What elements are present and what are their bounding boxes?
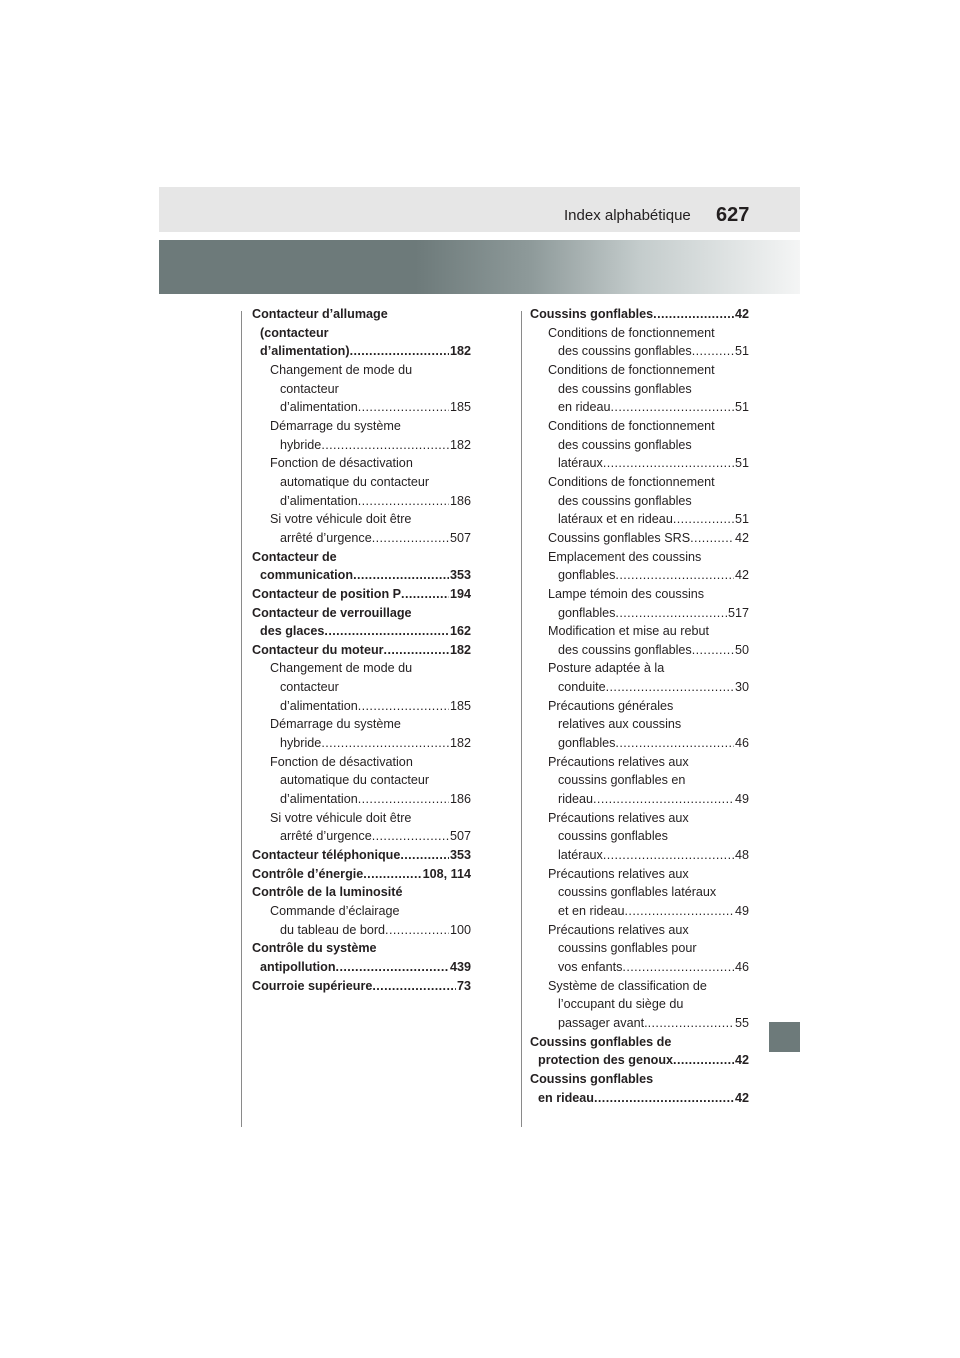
page-reference[interactable]: 73 — [456, 978, 471, 993]
entry-text: Contrôle du système — [252, 941, 377, 956]
entry-line — [252, 454, 471, 473]
entry-line — [252, 771, 471, 790]
entry-text: Conditions de fonctionnement — [548, 325, 715, 340]
entry-text: gonflables — [558, 736, 616, 751]
index-subentry — [530, 548, 749, 585]
entry-text: passager avant. — [558, 1015, 648, 1030]
entry-line — [252, 398, 471, 417]
index-entry — [252, 883, 471, 902]
entry-line — [530, 641, 749, 660]
entry-text: Si votre véhicule doit être — [270, 512, 412, 527]
entry-line — [530, 1089, 749, 1108]
entry-line — [252, 436, 471, 455]
entry-text: Coussins gonflables — [530, 1071, 654, 1086]
index-entry — [252, 939, 471, 976]
page-reference[interactable]: 185 — [449, 400, 471, 415]
index-subentry — [252, 510, 471, 547]
entry-line — [252, 510, 471, 529]
entry-text: relatives aux coussins — [558, 717, 682, 732]
dot-leader — [324, 622, 449, 641]
index-subentry — [530, 977, 749, 1033]
entry-text: Système de classification de — [548, 978, 707, 993]
entry-text: communication — [260, 568, 354, 583]
entry-text: coussins gonflables en — [558, 773, 686, 788]
entry-line — [252, 529, 471, 548]
entry-text: automatique du contacteur — [280, 773, 430, 788]
entry-line — [252, 846, 471, 865]
entry-line — [530, 659, 749, 678]
entry-text: Emplacement des coussins — [548, 549, 702, 564]
entry-text: des coussins gonflables — [558, 344, 692, 359]
entry-line — [530, 473, 749, 492]
index-entry — [252, 865, 471, 884]
index-entry — [252, 585, 471, 604]
entry-line — [530, 883, 749, 902]
entry-line — [530, 902, 749, 921]
entry-text: Lampe témoin des coussins — [548, 586, 705, 601]
entry-text: latéraux — [558, 456, 603, 471]
entry-text: d’alimentation — [280, 493, 358, 508]
dot-leader — [653, 305, 734, 324]
page-reference[interactable]: 42 — [734, 530, 749, 545]
page-reference[interactable]: 108, 114 — [422, 866, 471, 881]
thumb-index-tab — [769, 1022, 800, 1052]
entry-text: des coussins gonflables — [558, 437, 692, 452]
page-reference[interactable]: 48 — [734, 848, 749, 863]
entry-text: Contacteur de — [252, 549, 337, 564]
page-reference[interactable]: 100 — [449, 922, 471, 937]
index-subentry — [252, 361, 471, 417]
entry-line — [530, 1014, 749, 1033]
index-entry — [252, 548, 471, 585]
entry-line — [530, 585, 749, 604]
index-subentry — [530, 865, 749, 921]
page-reference[interactable]: 162 — [449, 624, 471, 639]
entry-text: Conditions de fonctionnement — [548, 418, 715, 433]
page-reference[interactable]: 51 — [734, 512, 749, 527]
entry-line — [252, 566, 471, 585]
index-subentry — [530, 473, 749, 529]
entry-text: Précautions relatives aux — [548, 922, 689, 937]
entry-line — [252, 921, 471, 940]
dot-leader — [372, 827, 449, 846]
entry-line — [530, 1070, 749, 1089]
index-subentry — [530, 659, 749, 696]
index-entry — [252, 846, 471, 865]
entry-line — [252, 305, 471, 324]
dot-leader — [692, 342, 734, 361]
entry-line — [530, 548, 749, 567]
entry-line — [252, 958, 471, 977]
entry-line — [530, 361, 749, 380]
page-reference[interactable]: 194 — [449, 586, 471, 601]
dot-leader — [615, 566, 734, 585]
index-subentry — [530, 697, 749, 753]
entry-text: latéraux — [558, 848, 603, 863]
entry-line — [530, 417, 749, 436]
entry-line — [530, 697, 749, 716]
index-entry — [530, 1070, 749, 1107]
entry-text: d’alimentation) — [260, 344, 350, 359]
entry-line — [252, 622, 471, 641]
entry-line — [530, 958, 749, 977]
dot-leader — [673, 510, 734, 529]
entry-text: Contacteur d’allumage — [252, 307, 388, 321]
entry-text: conduite — [558, 680, 606, 695]
entry-text: hybride — [280, 437, 322, 452]
dot-leader — [384, 641, 449, 660]
dot-leader — [648, 1014, 734, 1033]
header-bar — [159, 187, 800, 232]
dot-leader — [615, 734, 734, 753]
entry-line — [530, 342, 749, 361]
page-reference[interactable]: 517 — [727, 605, 749, 620]
index-subentry — [530, 753, 749, 809]
page-reference[interactable]: 182 — [449, 344, 471, 359]
entry-line — [530, 678, 749, 697]
entry-text: en rideau — [558, 400, 611, 415]
page-reference[interactable]: 30 — [734, 680, 749, 695]
entry-text: du tableau de bord — [280, 922, 386, 937]
entry-line — [252, 734, 471, 753]
entry-text: Précautions relatives aux — [548, 754, 689, 769]
dot-leader — [385, 921, 449, 940]
index-subentry — [530, 809, 749, 865]
entry-text: hybride — [280, 736, 322, 751]
entry-text: vos enfants — [558, 959, 623, 974]
dot-leader — [372, 529, 449, 548]
entry-line — [530, 995, 749, 1014]
entry-line — [252, 883, 471, 902]
dot-leader — [594, 1089, 734, 1108]
dot-leader — [622, 958, 734, 977]
entry-line — [530, 305, 749, 324]
entry-line — [530, 715, 749, 734]
entry-text: des coussins gonflables — [558, 493, 692, 508]
entry-line — [530, 398, 749, 417]
entry-line — [252, 715, 471, 734]
entry-line — [252, 790, 471, 809]
entry-text: latéraux et en rideau — [558, 512, 673, 527]
entry-line — [252, 753, 471, 772]
entry-text: Coussins gonflables SRS — [548, 530, 691, 545]
entry-line — [252, 977, 471, 996]
entry-text: Précautions relatives aux — [548, 810, 689, 825]
entry-text: des coussins gonflables — [558, 381, 692, 396]
entry-line — [252, 659, 471, 678]
dot-leader — [401, 585, 449, 604]
index-subentry — [530, 529, 749, 548]
entry-line — [530, 492, 749, 511]
page-reference[interactable]: 51 — [734, 456, 749, 471]
index-subentry — [252, 809, 471, 846]
page-reference[interactable]: 182 — [449, 642, 471, 657]
entry-line — [530, 753, 749, 772]
entry-text: coussins gonflables pour — [558, 941, 697, 956]
entry-text: Changement de mode du — [270, 661, 413, 676]
page-reference[interactable]: 46 — [734, 736, 749, 751]
entry-line — [252, 827, 471, 846]
entry-line — [252, 361, 471, 380]
entry-text: l’occupant du siège du — [558, 997, 684, 1012]
entry-text: arrêté d’urgence — [280, 530, 372, 545]
index-subentry — [252, 902, 471, 939]
entry-line — [252, 585, 471, 604]
dot-leader — [692, 641, 734, 660]
entry-line — [530, 1051, 749, 1070]
dot-leader — [606, 678, 734, 697]
entry-text: d’alimentation — [280, 792, 358, 807]
entry-text: Changement de mode du — [270, 362, 413, 377]
index-column-right — [530, 305, 749, 1107]
page-number: 627 — [716, 204, 750, 226]
dot-leader — [615, 604, 727, 623]
dot-leader — [358, 697, 449, 716]
index-subentry — [530, 361, 749, 417]
page-reference[interactable]: 55 — [734, 1015, 749, 1030]
entry-line — [252, 939, 471, 958]
entry-text: Contacteur de verrouillage — [252, 605, 412, 620]
page-reference[interactable]: 49 — [734, 904, 749, 918]
entry-text: Coussins gonflables de — [530, 1034, 672, 1049]
entry-text: Fonction de désactivation — [270, 456, 413, 471]
page-reference[interactable]: 507 — [449, 829, 471, 844]
entry-line — [530, 846, 749, 865]
entry-text: Posture adaptée à la — [548, 661, 665, 676]
entry-line — [530, 529, 749, 548]
index-column-left — [252, 305, 471, 995]
index-entry — [252, 641, 471, 660]
dot-leader — [363, 865, 421, 884]
entry-text: protection des genoux — [538, 1053, 674, 1068]
entry-text: gonflables — [558, 605, 616, 620]
page-reference[interactable]: 42 — [734, 568, 749, 583]
entry-text: antipollution — [260, 959, 336, 974]
entry-line — [530, 977, 749, 996]
entry-text: Contrôle de la luminosité — [252, 885, 403, 900]
entry-text: automatique du contacteur — [280, 474, 430, 489]
entry-line — [530, 454, 749, 473]
dot-leader — [593, 790, 734, 809]
dot-leader — [358, 492, 449, 511]
entry-line — [252, 417, 471, 436]
entry-line — [530, 865, 749, 884]
entry-line — [252, 473, 471, 492]
page-reference[interactable]: 353 — [449, 848, 471, 863]
dot-leader — [625, 902, 734, 921]
entry-text: des glaces — [260, 624, 325, 639]
dot-leader — [358, 790, 449, 809]
entry-line — [530, 771, 749, 790]
entry-text: gonflables — [558, 568, 616, 583]
dot-leader — [358, 398, 449, 417]
page-reference[interactable]: 46 — [734, 959, 749, 974]
entry-text: (contacteur — [260, 325, 329, 340]
entry-text: Fonction de désactivation — [270, 754, 413, 769]
entry-line — [530, 604, 749, 623]
dot-leader — [372, 977, 456, 996]
entry-text: Conditions de fonctionnement — [548, 474, 715, 489]
entry-text: Contacteur du moteur — [252, 642, 384, 657]
entry-text: Si votre véhicule doit être — [270, 810, 412, 825]
entry-line — [252, 380, 471, 399]
page-reference[interactable]: 353 — [449, 568, 471, 583]
page-reference[interactable]: 49 — [734, 792, 749, 807]
page-reference[interactable]: 42 — [734, 1053, 749, 1068]
entry-line — [530, 324, 749, 343]
index-subentry — [252, 417, 471, 454]
entry-line — [252, 865, 471, 884]
index-subentry — [530, 622, 749, 659]
index-subentry — [252, 454, 471, 510]
index-entry — [530, 1033, 749, 1070]
entry-text: rideau — [558, 792, 594, 807]
index-subentry — [252, 715, 471, 752]
entry-text: contacteur — [280, 381, 339, 396]
entry-text: en rideau — [538, 1090, 594, 1105]
page-reference[interactable]: 50 — [734, 642, 749, 657]
entry-text: Précautions générales — [548, 698, 674, 713]
column-rule-middle — [521, 311, 522, 1127]
dot-leader — [673, 1051, 734, 1070]
entry-line — [530, 380, 749, 399]
entry-text: Modification et mise au rebut — [548, 624, 710, 639]
dot-leader — [336, 958, 449, 977]
page-reference[interactable]: 507 — [449, 530, 471, 545]
entry-text: Contrôle d’énergie — [252, 866, 364, 881]
entry-text: Démarrage du système — [270, 418, 401, 433]
index-subentry — [252, 659, 471, 715]
entry-text: Démarrage du système — [270, 717, 401, 732]
entry-line — [252, 604, 471, 623]
dot-leader — [350, 342, 449, 361]
index-entry — [252, 604, 471, 641]
page-reference[interactable]: 186 — [449, 792, 471, 807]
entry-text: et en rideau — [558, 904, 625, 918]
page-reference[interactable]: 42 — [734, 1090, 749, 1105]
page-reference[interactable]: 185 — [449, 698, 471, 713]
entry-line — [530, 1033, 749, 1052]
entry-line — [530, 827, 749, 846]
index-subentry — [252, 753, 471, 809]
entry-line — [252, 902, 471, 921]
entry-text: Contacteur téléphonique — [252, 848, 401, 863]
entry-line — [530, 809, 749, 828]
entry-line — [252, 492, 471, 511]
entry-text: contacteur — [280, 680, 339, 695]
entry-text: Courroie supérieure — [252, 978, 373, 993]
index-subentry — [530, 921, 749, 977]
dot-leader — [321, 734, 449, 753]
index-entry — [252, 305, 471, 361]
page-reference[interactable]: 42 — [734, 307, 749, 321]
entry-text: Précautions relatives aux — [548, 866, 689, 881]
index-entry — [530, 305, 749, 324]
entry-text: Commande d’éclairage — [270, 904, 400, 918]
entry-line — [530, 566, 749, 585]
entry-line — [530, 510, 749, 529]
page-reference[interactable]: 186 — [449, 493, 471, 508]
page-reference[interactable]: 439 — [449, 959, 471, 974]
column-rule-left — [241, 311, 242, 1127]
entry-text: Coussins gonflables — [530, 307, 654, 321]
entry-line — [530, 790, 749, 809]
dot-leader — [603, 846, 734, 865]
section-title: Index alphabétique — [564, 207, 691, 224]
dot-leader — [400, 846, 449, 865]
entry-line — [252, 324, 471, 343]
entry-text: Conditions de fonctionnement — [548, 362, 715, 377]
page-reference[interactable]: 51 — [734, 400, 749, 415]
dot-leader — [611, 398, 734, 417]
entry-line — [252, 697, 471, 716]
entry-line — [252, 548, 471, 567]
dot-leader — [321, 436, 449, 455]
entry-text: coussins gonflables latéraux — [558, 885, 717, 900]
entry-text: arrêté d’urgence — [280, 829, 372, 844]
entry-line — [252, 809, 471, 828]
index-subentry — [530, 585, 749, 622]
entry-line — [530, 436, 749, 455]
index-subentry — [530, 417, 749, 473]
entry-text: Contacteur de position P — [252, 586, 402, 601]
index-subentry — [530, 324, 749, 361]
entry-text: des coussins gonflables — [558, 642, 692, 657]
section-banner — [159, 240, 800, 294]
dot-leader — [603, 454, 734, 473]
entry-text: d’alimentation — [280, 698, 358, 713]
entry-line — [252, 641, 471, 660]
entry-text: d’alimentation — [280, 400, 358, 415]
index-entry — [252, 977, 471, 996]
entry-line — [530, 921, 749, 940]
page-reference[interactable]: 182 — [449, 736, 471, 751]
entry-line — [530, 622, 749, 641]
entry-line — [530, 734, 749, 753]
entry-text: coussins gonflables — [558, 829, 668, 844]
dot-leader — [353, 566, 449, 585]
dot-leader — [690, 529, 734, 548]
entry-line — [530, 939, 749, 958]
entry-line — [252, 342, 471, 361]
page-reference[interactable]: 51 — [734, 344, 749, 359]
entry-line — [252, 678, 471, 697]
page-reference[interactable]: 182 — [449, 437, 471, 452]
